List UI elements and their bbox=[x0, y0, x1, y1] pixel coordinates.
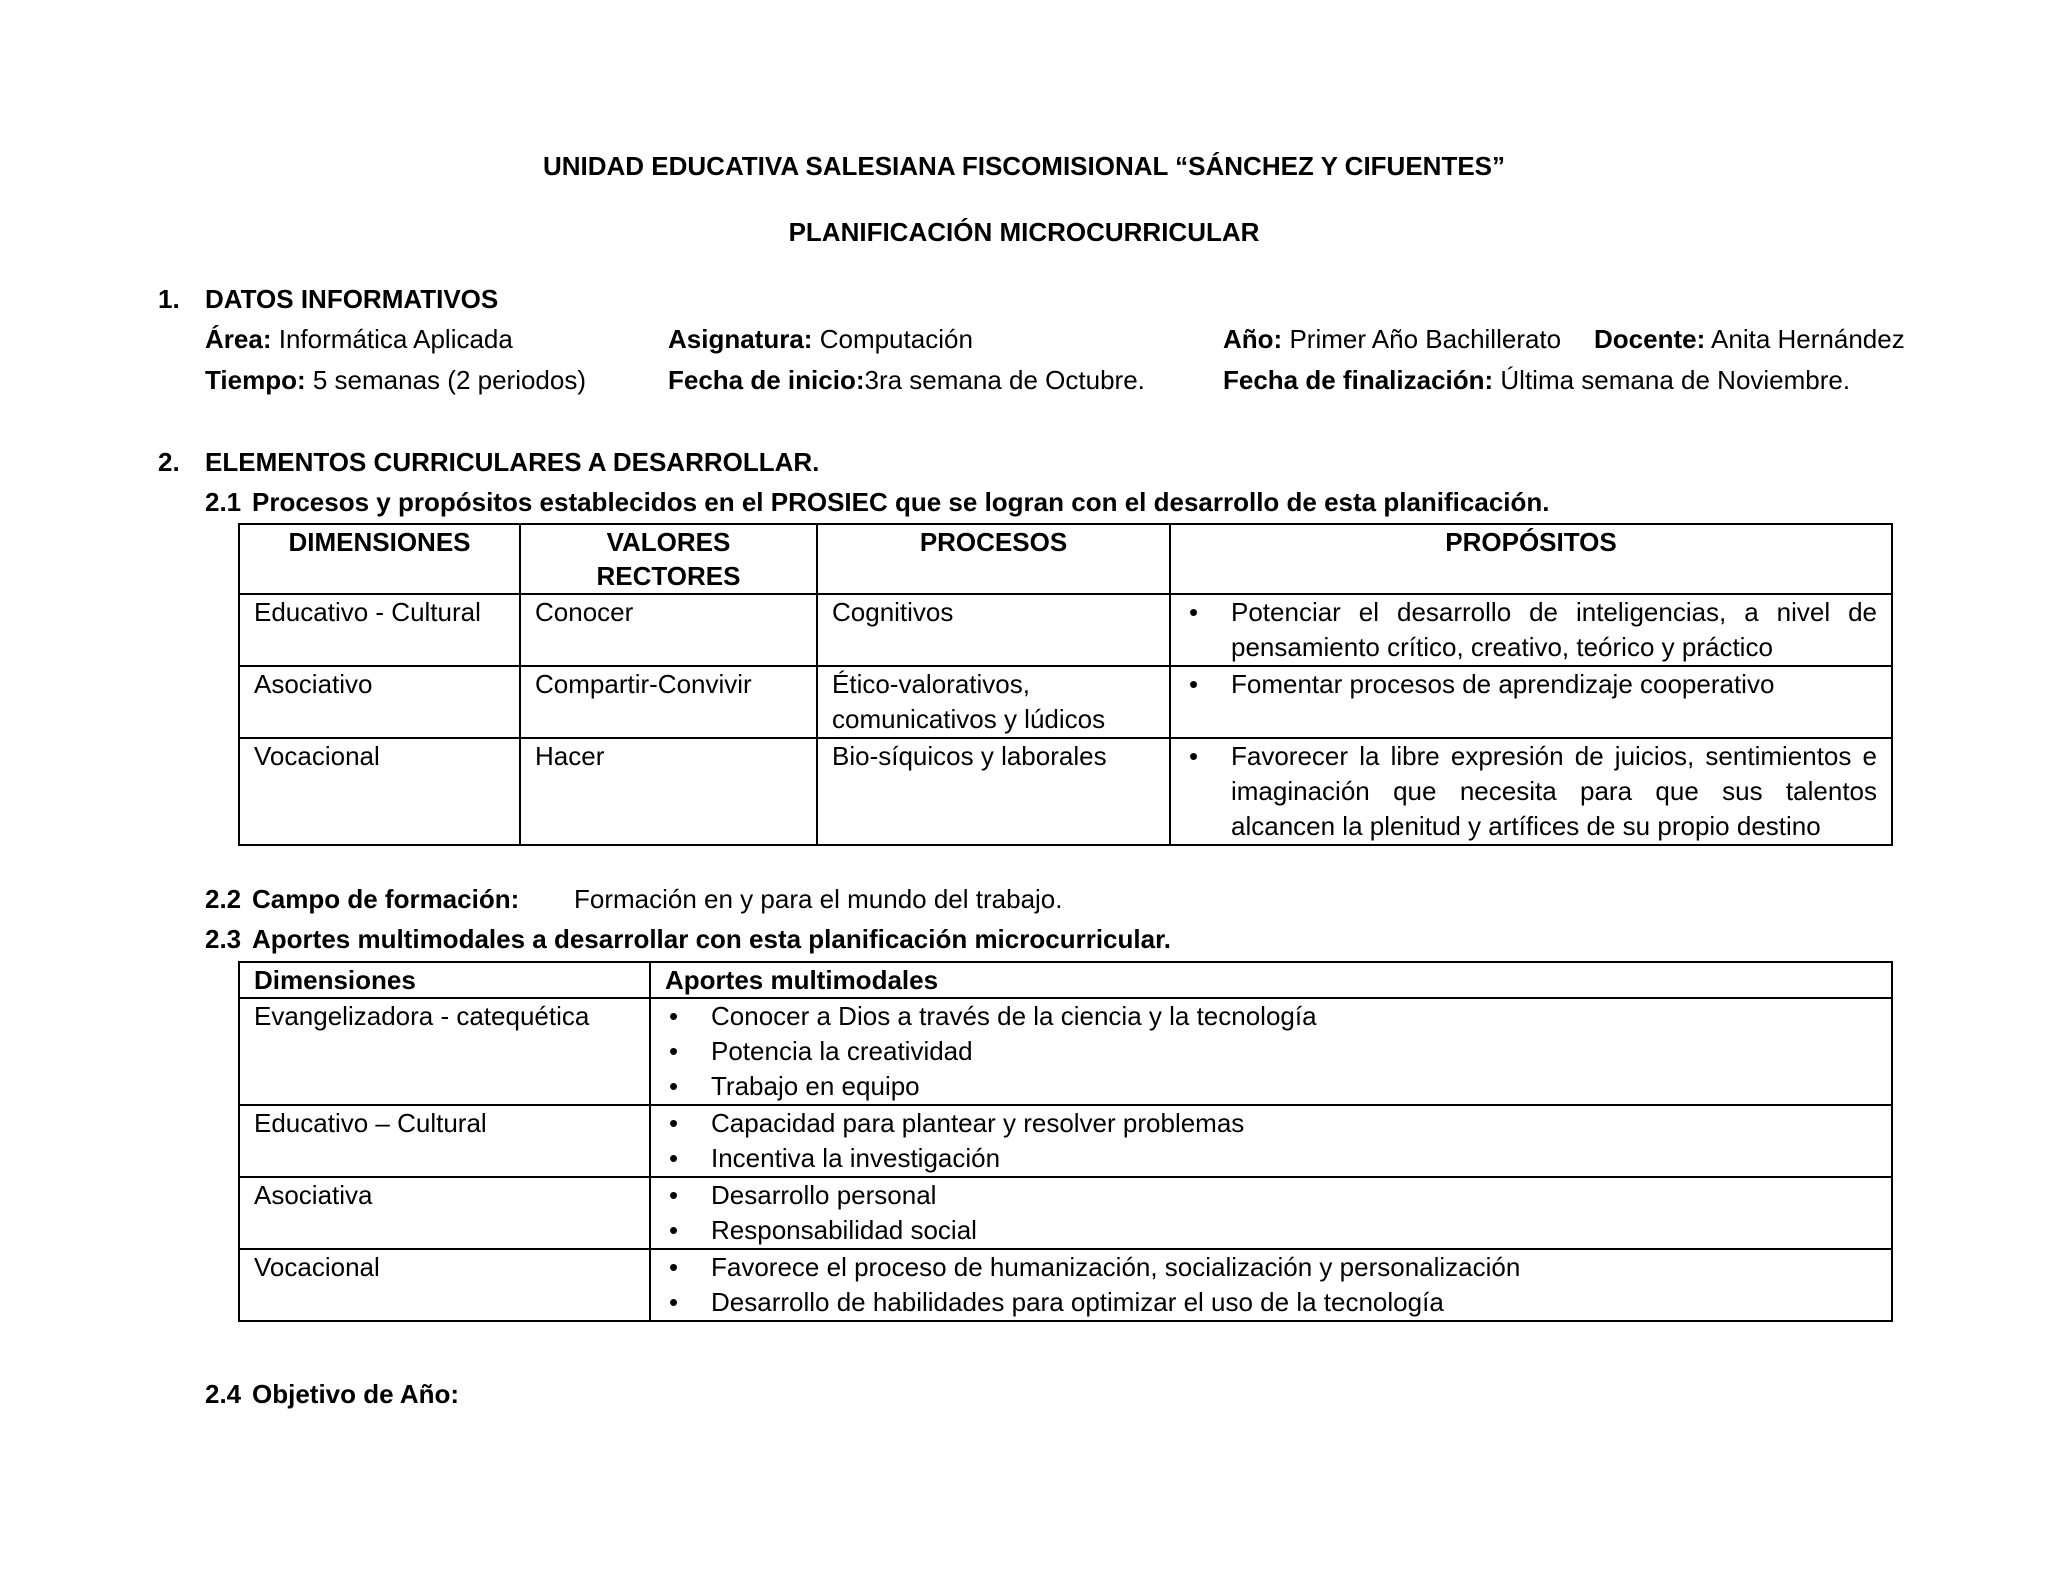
proposito-bullet: • Potenciar el desarrollo de inteligencias, a nivel de pensamiento crítico, creativo, teórico y práctico bbox=[1185, 595, 1877, 665]
aporte-bullet: • Incentiva la investigación bbox=[665, 1141, 1877, 1176]
dimension-cell: Educativo – Cultural bbox=[239, 1105, 650, 1177]
aporte-bullet: • Potencia la creatividad bbox=[665, 1034, 1877, 1069]
proceso-cell: Ético-valorativos, comunicativos y lúdicos bbox=[817, 666, 1170, 738]
aportes-cell bbox=[650, 1177, 1892, 1249]
area-field bbox=[205, 321, 513, 357]
asignatura-field bbox=[668, 321, 973, 357]
tiempo-value: 5 semanas (2 periodos) bbox=[312, 365, 587, 395]
procesos-table bbox=[238, 523, 1893, 846]
proposito-bullet: • Fomentar procesos de aprendizaje cooperativo bbox=[1185, 667, 1877, 702]
table-header-row bbox=[239, 962, 1892, 998]
table-row bbox=[239, 738, 1892, 845]
table-row bbox=[239, 1249, 1892, 1321]
section-1-title: DATOS INFORMATIVOS bbox=[205, 284, 499, 314]
dimension-cell: Evangelizadora - catequética bbox=[239, 998, 650, 1105]
tiempo-field bbox=[205, 362, 586, 398]
valor-cell: Compartir-Convivir bbox=[520, 666, 817, 738]
section-2-title: ELEMENTOS CURRICULARES A DESARROLLAR. bbox=[205, 447, 820, 477]
section-2-number: 2. bbox=[158, 447, 180, 477]
dimension-cell: Asociativa bbox=[239, 1177, 650, 1249]
docente-field bbox=[1594, 321, 1905, 357]
fin-value: Última semana de Noviembre. bbox=[1500, 365, 1851, 395]
table-row bbox=[239, 1177, 1892, 1249]
docente-label: Docente: bbox=[1594, 324, 1706, 354]
aportes-cell bbox=[650, 1105, 1892, 1177]
aporte-bullet: • Desarrollo personal bbox=[665, 1178, 1877, 1213]
proceso-cell: Cognitivos bbox=[817, 594, 1170, 666]
subsection-2-4-number: 2.4 bbox=[205, 1379, 242, 1409]
header-dimensiones: DIMENSIONES bbox=[239, 524, 520, 594]
header-dimensiones: Dimensiones bbox=[239, 962, 650, 998]
aporte-bullet: • Desarrollo de habilidades para optimizar el uso de la tecnología bbox=[665, 1285, 1877, 1320]
aporte-bullet: • Conocer a Dios a través de la ciencia y la tecnología bbox=[665, 999, 1877, 1034]
area-value: Informática Aplicada bbox=[278, 324, 513, 354]
anio-value: Primer Año Bachillerato bbox=[1289, 324, 1562, 354]
aportes-cell bbox=[650, 1249, 1892, 1321]
proposito-bullet: • Favorecer la libre expresión de juicios, sentimientos e imaginación que necesita para que sus talentos alcancen la plenitud y artífices de su propio destino bbox=[1185, 739, 1877, 844]
fin-label: Fecha de finalización: bbox=[1223, 365, 1494, 395]
valor-cell: Hacer bbox=[520, 738, 817, 845]
header-procesos: PROCESOS bbox=[817, 524, 1170, 594]
dimension-cell: Asociativo bbox=[239, 666, 520, 738]
table-header-row bbox=[239, 524, 1892, 594]
campo-formacion-value: Formación en y para el mundo del trabajo. bbox=[574, 884, 1063, 914]
table-row bbox=[239, 594, 1892, 666]
anio-field bbox=[1223, 321, 1561, 357]
table-row bbox=[239, 998, 1892, 1105]
table-row bbox=[239, 666, 1892, 738]
inicio-label: Fecha de inicio: bbox=[668, 365, 865, 395]
fin-field bbox=[1223, 362, 1850, 398]
subsection-2-3-number: 2.3 bbox=[205, 924, 242, 954]
anio-label: Año: bbox=[1223, 324, 1283, 354]
header-aportes: Aportes multimodales bbox=[650, 962, 1892, 998]
campo-formacion-label: Campo de formación: bbox=[252, 884, 520, 914]
aportes-cell bbox=[650, 998, 1892, 1105]
aporte-bullet: • Capacidad para plantear y resolver problemas bbox=[665, 1106, 1877, 1141]
aporte-bullet: • Favorece el proceso de humanización, socialización y personalización bbox=[665, 1250, 1877, 1285]
area-label: Área: bbox=[205, 324, 272, 354]
institution-title: UNIDAD EDUCATIVA SALESIANA FISCOMISIONAL “SÁNCHEZ Y CIFUENTES” bbox=[542, 151, 1506, 181]
inicio-field bbox=[668, 362, 1145, 398]
dimension-cell: Vocacional bbox=[239, 738, 520, 845]
proceso-cell: Bio-síquicos y laborales bbox=[817, 738, 1170, 845]
aportes-table bbox=[238, 961, 1893, 1322]
proposito-cell bbox=[1170, 666, 1892, 738]
subsection-2-3-title: Aportes multimodales a desarrollar con esta planificación microcurricular. bbox=[252, 924, 1171, 954]
asignatura-label: Asignatura: bbox=[668, 324, 813, 354]
dimension-cell: Educativo - Cultural bbox=[239, 594, 520, 666]
proposito-cell bbox=[1170, 594, 1892, 666]
document-title: PLANIFICACIÓN MICROCURRICULAR bbox=[788, 217, 1260, 247]
asignatura-value: Computación bbox=[819, 324, 973, 354]
dimension-cell: Vocacional bbox=[239, 1249, 650, 1321]
inicio-value: 3ra semana de Octubre. bbox=[864, 365, 1145, 395]
subsection-2-1-number: 2.1 bbox=[205, 487, 242, 517]
subsection-2-1-title: Procesos y propósitos establecidos en el PROSIEC que se logran con el desarrollo de esta planificación. bbox=[252, 487, 1550, 517]
proposito-cell bbox=[1170, 738, 1892, 845]
section-1-number: 1. bbox=[158, 284, 180, 314]
header-valores-rectores: VALORES RECTORES bbox=[520, 524, 817, 594]
tiempo-label: Tiempo: bbox=[205, 365, 306, 395]
header-propositos: PROPÓSITOS bbox=[1170, 524, 1892, 594]
docente-value: Anita Hernández bbox=[1711, 324, 1905, 354]
subsection-2-2-number: 2.2 bbox=[205, 884, 242, 914]
aporte-bullet: • Responsabilidad social bbox=[665, 1213, 1877, 1248]
aporte-bullet: • Trabajo en equipo bbox=[665, 1069, 1877, 1104]
objetivo-anio-title: Objetivo de Año: bbox=[252, 1379, 460, 1409]
table-row bbox=[239, 1105, 1892, 1177]
valor-cell: Conocer bbox=[520, 594, 817, 666]
